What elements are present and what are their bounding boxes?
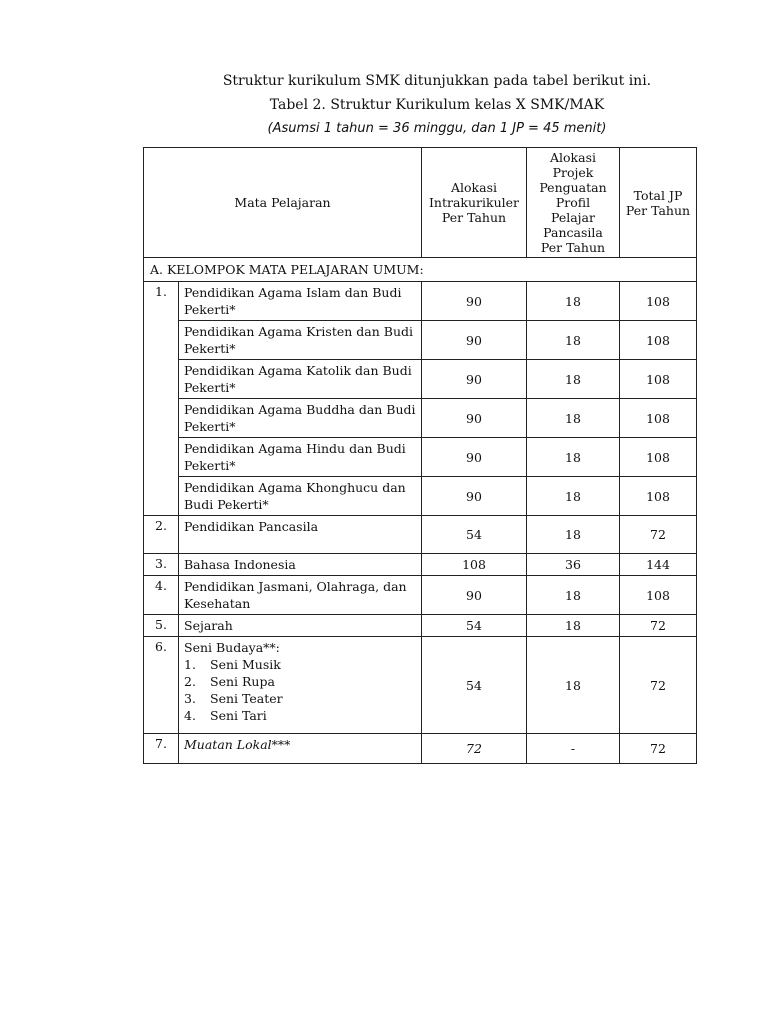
projek-cell: 18 (527, 637, 620, 734)
row-number: 2. (144, 516, 179, 554)
projek-cell: 18 (527, 477, 620, 516)
subject-cell (179, 637, 422, 734)
table-row (144, 516, 697, 554)
header-total: Total JP Per Tahun (620, 148, 697, 258)
table-row (144, 282, 697, 321)
header-row (144, 148, 697, 258)
subject-cell: Bahasa Indonesia (179, 554, 422, 576)
total-cell: 108 (620, 576, 697, 615)
table-title: Tabel 2. Struktur Kurikulum kelas X SMK/MAK (269, 97, 605, 113)
group-row (144, 258, 697, 282)
total-cell: 72 (620, 734, 697, 764)
intra-cell: 90 (422, 321, 527, 360)
projek-cell: 18 (527, 438, 620, 477)
intra-cell: 54 (422, 615, 527, 637)
projek-cell: 18 (527, 321, 620, 360)
table-row (144, 399, 697, 438)
list-item: 3. Seni Teater (184, 691, 283, 706)
subject-cell: Pendidikan Jasmani, Olahraga, dan Kesehatan (179, 576, 422, 615)
total-cell: 108 (620, 438, 697, 477)
projek-cell: 18 (527, 576, 620, 615)
intra-cell: 90 (422, 399, 527, 438)
projek-cell: 18 (527, 615, 620, 637)
subject-cell: Pendidikan Pancasila (179, 516, 422, 554)
subject-cell: Pendidikan Agama Khonghucu dan Budi Pekerti* (179, 477, 422, 516)
row-number: 5. (144, 615, 179, 637)
intra-cell: 90 (422, 438, 527, 477)
intra-cell: 90 (422, 576, 527, 615)
intra-cell: 90 (422, 282, 527, 321)
list-item: 4. Seni Tari (184, 708, 267, 723)
total-cell: 72 (620, 615, 697, 637)
subject-cell: Pendidikan Agama Hindu dan Budi Pekerti* (179, 438, 422, 477)
table-row (144, 615, 697, 637)
list-item: 1. Seni Musik (184, 657, 281, 672)
subject-cell: Pendidikan Agama Buddha dan Budi Pekerti* (179, 399, 422, 438)
table-row (144, 321, 697, 360)
table-row (144, 734, 697, 764)
row-number: 6. (144, 637, 179, 734)
header-projek: Alokasi Projek Penguatan Profil Pelajar Pancasila Per Tahun (527, 148, 620, 258)
subject-cell: Pendidikan Agama Kristen dan Budi Pekerti* (179, 321, 422, 360)
total-cell: 108 (620, 282, 697, 321)
total-cell: 108 (620, 321, 697, 360)
subject-cell: Sejarah (179, 615, 422, 637)
total-cell: 72 (620, 637, 697, 734)
curriculum-table (143, 147, 697, 764)
projek-cell: 36 (527, 554, 620, 576)
projek-cell: 18 (527, 516, 620, 554)
row-number: 7. (144, 734, 179, 764)
table-row (144, 576, 697, 615)
total-cell: 108 (620, 399, 697, 438)
projek-cell: - (527, 734, 620, 764)
table-row (144, 554, 697, 576)
row-number: 3. (144, 554, 179, 576)
intra-cell: 72 (422, 734, 527, 764)
assumption-note: (Asumsi 1 tahun = 36 minggu, dan 1 JP = 45 menit) (267, 121, 607, 136)
group-a-label: A. KELOMPOK MATA PELAJARAN UMUM: (144, 258, 697, 282)
subject-cell: Muatan Lokal*** (179, 734, 422, 764)
intro-text: Struktur kurikulum SMK ditunjukkan pada tabel berikut ini. (222, 73, 652, 89)
list-item: 2. Seni Rupa (184, 674, 275, 689)
header-intrakurikuler: Alokasi Intrakurikuler Per Tahun (422, 148, 527, 258)
total-cell: 108 (620, 360, 697, 399)
intra-cell: 54 (422, 637, 527, 734)
row-number: 1. (144, 282, 179, 516)
seni-budaya-list (184, 656, 416, 724)
total-cell: 144 (620, 554, 697, 576)
total-cell: 72 (620, 516, 697, 554)
table-row (144, 360, 697, 399)
intra-cell: 90 (422, 360, 527, 399)
projek-cell: 18 (527, 399, 620, 438)
intra-cell: 54 (422, 516, 527, 554)
projek-cell: 18 (527, 360, 620, 399)
projek-cell: 18 (527, 282, 620, 321)
table-row (144, 438, 697, 477)
subject-label: Seni Budaya**: (184, 640, 280, 655)
table-row (144, 637, 697, 734)
total-cell: 108 (620, 477, 697, 516)
intra-cell: 108 (422, 554, 527, 576)
subject-cell: Pendidikan Agama Islam dan Budi Pekerti* (179, 282, 422, 321)
table-row (144, 477, 697, 516)
subject-cell: Pendidikan Agama Katolik dan Budi Pekerti* (179, 360, 422, 399)
row-number: 4. (144, 576, 179, 615)
intra-cell: 90 (422, 477, 527, 516)
header-subject: Mata Pelajaran (144, 148, 422, 258)
